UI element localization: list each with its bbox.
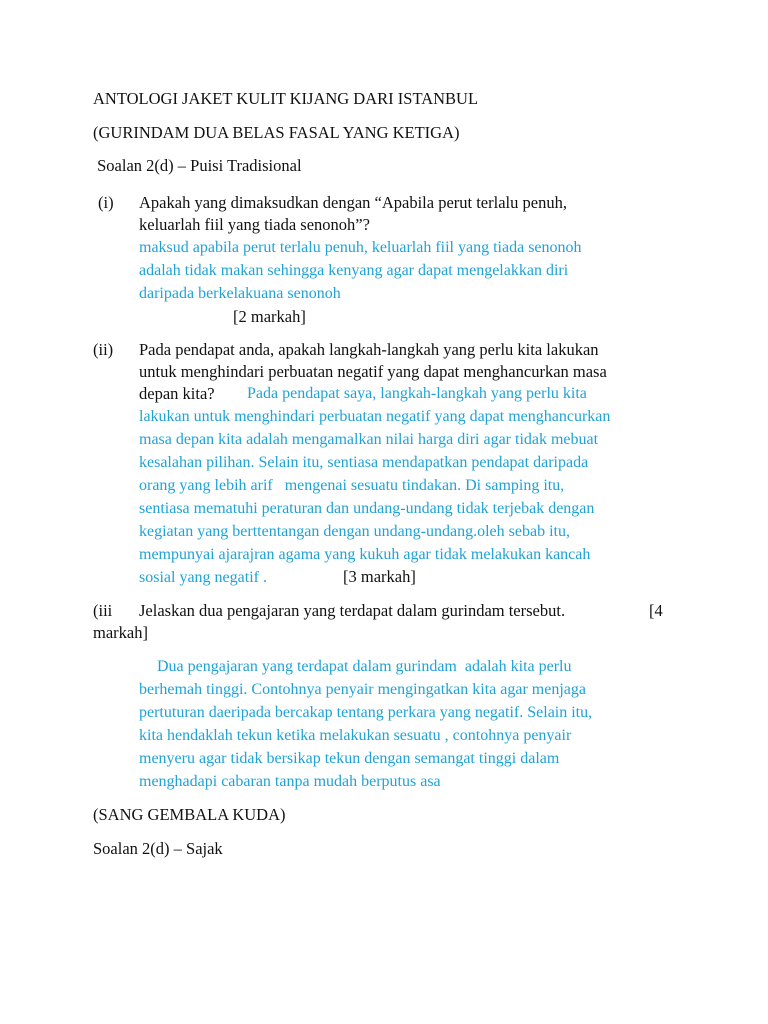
answer-text: adalah tidak makan sehingga kenyang agar dapat mengelakkan diri [139,262,569,279]
answer-text: masa depan kita adalah mengamalkan nilai harga diri agar tidak mebuat [139,431,599,448]
answer-text: mempunyai ajarajran agama yang kukuh agar tidak melakukan kancah [139,546,591,563]
answer-text: sentiasa mematuhi peraturan dan undang-undang tidak terjebak dengan [139,500,595,517]
question-text: Apakah yang dimaksudkan dengan “Apabila perut terlalu penuh, [139,193,567,212]
marks-label: [2 markah] [233,307,306,326]
question-text: keluarlah fiil yang tiada senonoh”? [139,215,370,234]
question-number: (i) [98,193,114,212]
document-title: ANTOLOGI JAKET KULIT KIJANG DARI ISTANBUL [93,89,479,108]
answer-text: maksud apabila perut terlalu penuh, keluarlah fiil yang tiada senonoh [139,239,582,256]
question-text: Jelaskan dua pengajaran yang terdapat dalam gurindam tersebut. [139,601,566,620]
answer-text: Pada pendapat saya, langkah-langkah yang perlu kita [247,385,587,402]
marks-label: markah] [93,623,148,642]
question-text: Pada pendapat anda, apakah langkah-langkah yang perlu kita lakukan [139,340,599,359]
answer-text: berhemah tinggi. Contohnya penyair mengingatkan kita agar menjaga [139,681,586,698]
answer-text: menghadapi cabaran tanpa mudah berputus asa [139,773,441,790]
answer-text: kita hendaklah tekun ketika melakukan sesuatu , contohnya penyair [139,727,572,744]
section-heading: Soalan 2(d) – Sajak [93,839,223,858]
answer-text: kesalahan pilihan. Selain itu, sentiasa mendapatkan pendapat daripada [139,454,589,471]
section-title: (SANG GEMBALA KUDA) [93,805,286,824]
answer-text: orang yang lebih arif mengenai sesuatu tindakan. Di samping itu, [139,477,565,494]
marks-label: [4 [649,601,663,620]
question-number: (ii) [93,340,114,359]
question-text: depan kita? [139,384,215,403]
section-heading: Soalan 2(d) – Puisi Tradisional [93,156,302,175]
question-text: untuk menghindari perbuatan negatif yang dapat menghancurkan masa [139,362,607,381]
document-subtitle: (GURINDAM DUA BELAS FASAL YANG KETIGA) [93,123,460,142]
answer-text: lakukan untuk menghindari perbuatan negatif yang dapat menghancurkan [139,408,611,425]
answer-text: daripada berkelakuana senonoh [139,285,341,302]
answer-text: menyeru agar tidak bersikap tekun dengan semangat tinggi dalam [139,750,560,767]
answer-text: sosial yang negatif . [139,569,267,586]
marks-label: [3 markah] [343,567,416,586]
answer-text: kegiatan yang berttentangan dengan undang-undang.oleh sebab itu, [139,523,570,540]
answer-text: pertuturan daeripada bercakap tentang perkara yang negatif. Selain itu, [139,704,593,721]
answer-text: Dua pengajaran yang terdapat dalam gurindam adalah kita perlu [157,658,572,675]
question-number: (iii [93,601,113,620]
